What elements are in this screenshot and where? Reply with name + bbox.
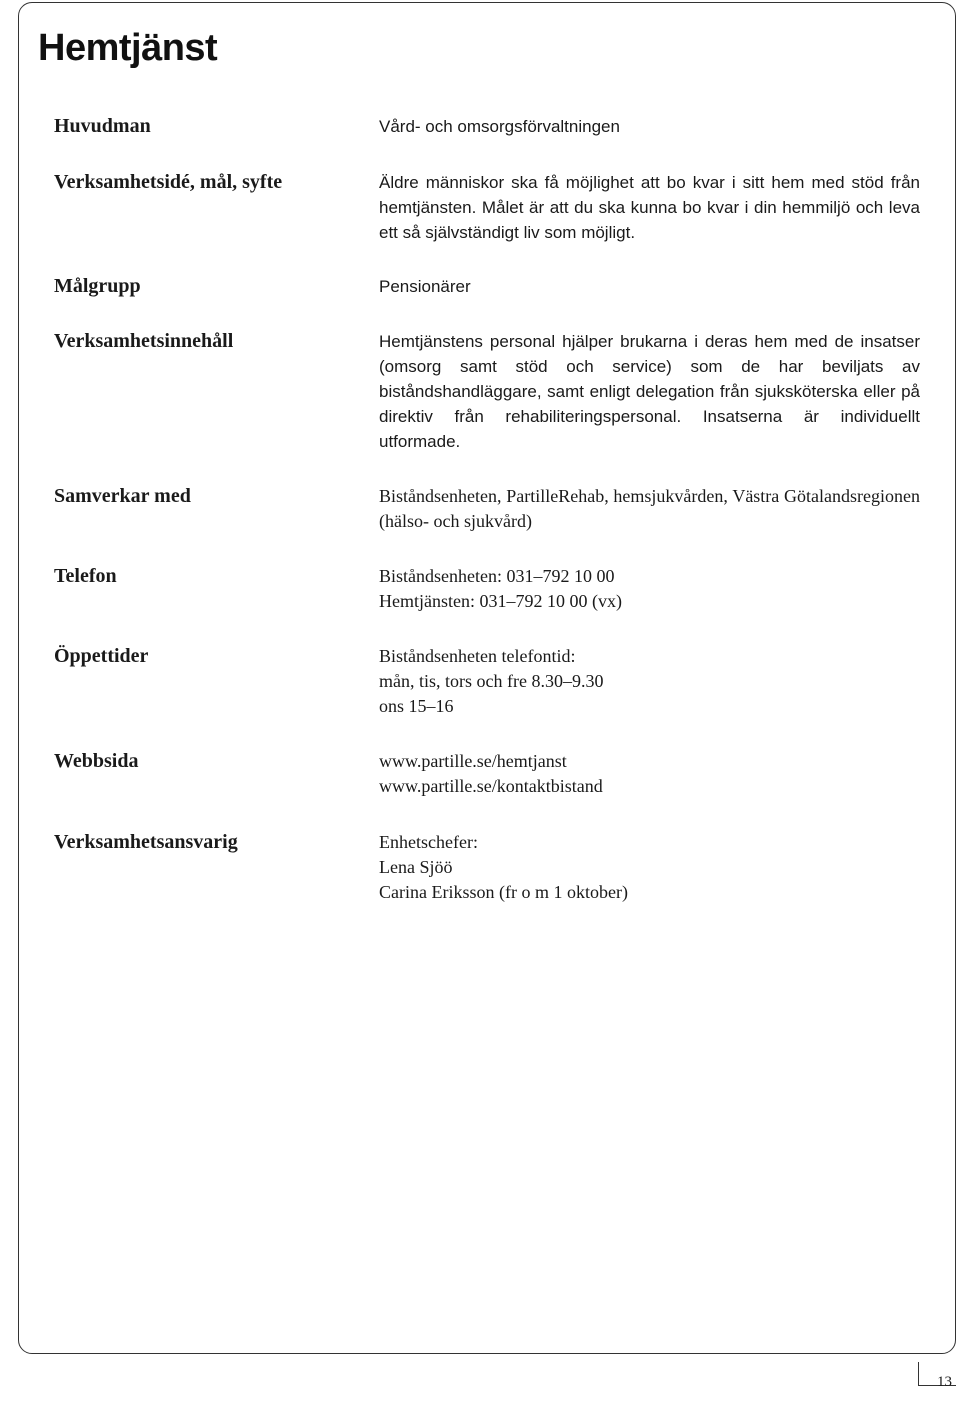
value-oppettider [379,644,920,719]
value-verksamhetsinnehall: Hemtjänstens personal hjälper brukarna i deras hem med de insatser (omsorg samt stöd och service) som de har beviljats av biståndshandläggare, samt enligt delegation från sjuksköterska eller på direktiv från rehabiliteringspersonal. Insatserna är individuellt utformade. [379,332,920,451]
label-ansvarig: Verksamhetsansvarig [54,831,238,853]
page-title: Hemtjänst [38,27,218,69]
telefon-line: Biståndsenheten: 031–792 10 00 [379,566,615,586]
label-verksamhetsinnehall: Verksamhetsinnehåll [54,330,234,352]
oppettider-line: ons 15–16 [379,696,454,716]
ansvarig-line: Lena Sjöö [379,857,453,877]
value-huvudman: Vård- och omsorgsförvaltningen [379,117,620,136]
ansvarig-line: Enhetschefer: [379,832,478,852]
page-number: 13 [937,1374,952,1390]
label-verksamhetside: Verksamhetsidé, mål, syfte [54,171,283,193]
page-number-box [918,1362,956,1390]
value-verksamhetside: Äldre människor ska få möjlighet att bo kvar i sitt hem med stöd från hemtjänsten. Målet är att du ska kunna bo kvar i din hemmiljö och leva ett så självständigt liv som möjligt. [379,173,920,242]
label-oppettider: Öppettider [54,645,149,667]
value-ansvarig [379,830,920,905]
value-webbsida [379,749,920,799]
value-malgrupp: Pensionärer [379,277,471,296]
oppettider-line: Biståndsenheten telefontid: [379,646,576,666]
value-telefon [379,564,920,614]
web-link[interactable]: www.partille.se/hemtjanst [379,751,567,771]
value-samverkar: Biståndsenheten, PartilleRehab, hemsjukvården, Västra Götalandsregionen (hälso- och sjukvård) [379,486,920,531]
label-samverkar: Samverkar med [54,485,191,507]
web-link[interactable]: www.partille.se/kontaktbistand [379,776,603,796]
label-malgrupp: Målgrupp [54,275,141,297]
ansvarig-line: Carina Eriksson (fr o m 1 oktober) [379,882,628,902]
oppettider-line: mån, tis, tors och fre 8.30–9.30 [379,671,604,691]
label-webbsida: Webbsida [54,750,139,772]
label-telefon: Telefon [54,565,117,587]
label-huvudman: Huvudman [54,115,151,137]
telefon-line: Hemtjänsten: 031–792 10 00 (vx) [379,591,622,611]
